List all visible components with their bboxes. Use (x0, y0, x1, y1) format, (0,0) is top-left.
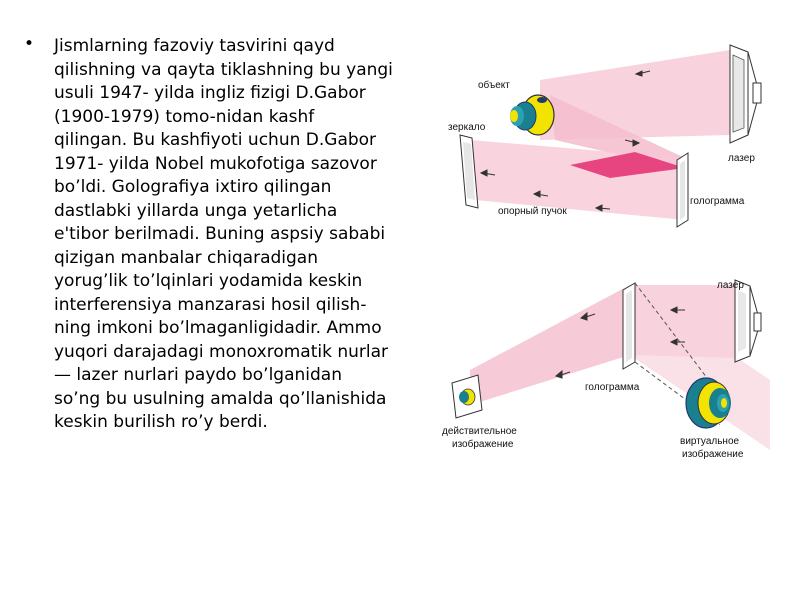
paragraph-line: Jismlarning fazoviy tasvirini qayd (54, 36, 335, 56)
label-virtual-image-2: изображение (682, 449, 744, 460)
paragraph-line: e'tibor berilmadi. Buning aspsiy sababi (54, 224, 386, 244)
paragraph-line: interferensiya manzarasi hosil qilish- (54, 294, 367, 315)
label-hologram-top: голограмма (690, 196, 745, 207)
paragraph-line: yorug’lik to’lqinlari yodamida keskin (54, 271, 363, 291)
holography-diagram (430, 40, 770, 470)
paragraph-line: dastlabki yillarda unga yetarlicha (54, 200, 338, 221)
real-image-frame (452, 375, 482, 418)
label-hologram-bottom: голограмма (585, 382, 640, 393)
label-real-image-2: изображение (452, 439, 514, 450)
laser-device-bottom (735, 280, 761, 362)
hologram-plate-top (677, 153, 688, 227)
holography-figure (430, 40, 770, 470)
paragraph-line: so’ng bu usulning amalda qo’llanishida (54, 388, 387, 409)
paragraph-line: ning imkoni bo’lmaganligidadir. Ammo (54, 318, 382, 338)
laser-device-top (730, 45, 761, 143)
paragraph-line: keskin burilish ro’y berdi. (54, 412, 268, 432)
paragraph-line: qilishning va qayta tiklashning bu yangi (54, 59, 393, 80)
paragraph-line: 1971- yilda Nobel mukofotiga sazovor (54, 153, 377, 174)
label-real-image-1: действительное (442, 426, 517, 437)
paragraph-line: bo’ldi. Golografiya ixtiro qilingan (54, 177, 332, 197)
body-paragraph (54, 35, 414, 435)
label-object: объект (478, 80, 510, 91)
paragraph-line: yuqori darajadagi monoxromatik nurlar (54, 341, 388, 362)
label-reference-beam: опорный пучок (498, 206, 567, 217)
bullet-marker: • (24, 34, 35, 54)
paragraph-line: qizigan manbalar chiqaradigan (54, 247, 318, 268)
label-virtual-image-1: виртуальное (680, 436, 740, 447)
paragraph-line: (1900-1979) tomo-nidan kashf (54, 106, 315, 127)
hologram-plate-bottom (623, 283, 635, 369)
object-top (510, 95, 554, 135)
label-laser-top: лазер (728, 153, 755, 164)
label-mirror: зеркало (448, 122, 486, 133)
paragraph-line: qilingan. Bu kashfiyoti uchun D.Gabor (54, 130, 377, 150)
paragraph-line: usuli 1947- yilda ingliz fizigi D.Gabor (54, 83, 366, 103)
label-laser-bottom: лазер (717, 280, 744, 291)
paragraph-line: — lazer nurlari paydo bo’lganidan (54, 365, 342, 385)
